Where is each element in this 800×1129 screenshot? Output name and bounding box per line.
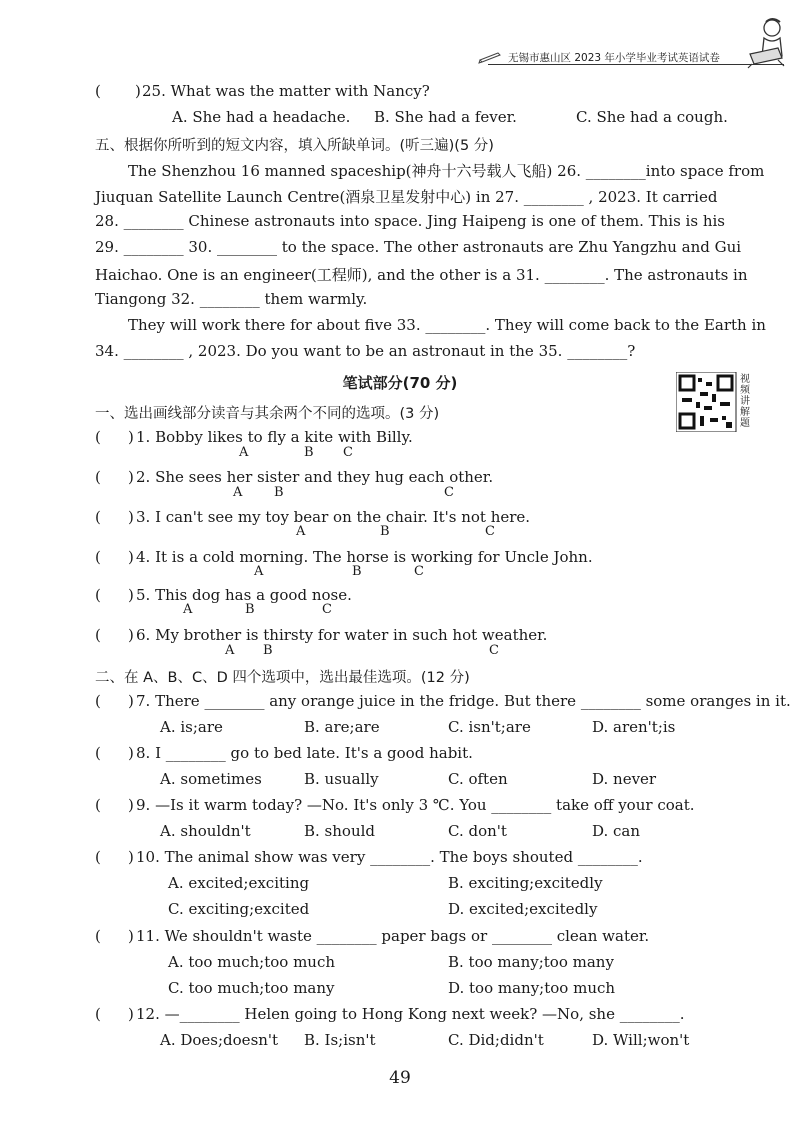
q11-text: 11. We shouldn't waste ________ paper bags or ________ clean water. bbox=[136, 927, 650, 945]
q25-question: 25. What was the matter with Nancy? bbox=[142, 82, 430, 100]
q1-open-paren: ( bbox=[95, 428, 101, 446]
q10-option-d: D. excited;excitedly bbox=[448, 900, 598, 918]
q12-close-paren: ) bbox=[128, 1005, 134, 1023]
q2-text: 2. She sees her sister and they hug each other. bbox=[136, 468, 494, 486]
q11-option-a: A. too much;too much bbox=[168, 953, 336, 971]
q3-letter-c: C bbox=[485, 524, 495, 539]
q6-open-paren: ( bbox=[95, 626, 101, 644]
q5-letter-b: B bbox=[245, 602, 255, 617]
q5-letter-c: C bbox=[322, 602, 332, 617]
passage-line-4: 29. ________ 30. ________ to the space. The other astronauts are Zhu Yangzhu and Gui bbox=[95, 238, 742, 256]
q4-letter-a: A bbox=[254, 564, 264, 579]
q1-text: 1. Bobby likes to fly a kite with Billy. bbox=[136, 428, 413, 446]
q4-letter-c: C bbox=[414, 564, 424, 579]
header-divider bbox=[488, 64, 784, 65]
q7-close-paren: ) bbox=[128, 692, 134, 710]
q10-option-c: C. exciting;excited bbox=[168, 900, 310, 918]
section2-title: 二、在 A、B、C、D 四个选项中，选出最佳选项。(12 分) bbox=[95, 670, 470, 686]
q6-text: 6. My brother is thirsty for water in such hot weather. bbox=[136, 626, 548, 644]
q3-open-paren: ( bbox=[95, 508, 101, 526]
q1-letter-b: B bbox=[304, 445, 314, 460]
passage-line-3: 28. ________ Chinese astronauts into space. Jing Haipeng is one of them. This is his bbox=[95, 212, 725, 230]
q9-text: 9. —Is it warm today? —No. It's only 3 ℃. You ________ take off your coat. bbox=[136, 796, 695, 814]
q2-close-paren: ) bbox=[128, 468, 134, 486]
passage-line-2: Jiuquan Satellite Launch Centre(酒泉卫星发射中心) in 27. ________ , 2023. It carried bbox=[95, 188, 718, 206]
q2-letter-a: A bbox=[233, 485, 243, 500]
q3-letter-a: A bbox=[296, 524, 306, 539]
header-title: 无锡市惠山区 2023 年小学毕业考试英语试卷 bbox=[508, 52, 720, 64]
q2-letter-b: B bbox=[274, 485, 284, 500]
pen-icon bbox=[478, 50, 502, 64]
q6-close-paren: ) bbox=[128, 626, 134, 644]
passage-line-7: They will work there for about five 33. ________. They will come back to the Earth in bbox=[128, 316, 766, 334]
q4-close-paren: ) bbox=[128, 548, 134, 566]
qr-code[interactable] bbox=[676, 372, 756, 432]
q10-open-paren: ( bbox=[95, 848, 101, 866]
q8-option-a: A. sometimes bbox=[160, 770, 262, 788]
q4-letter-b: B bbox=[352, 564, 362, 579]
q7-option-b: B. are;are bbox=[304, 718, 380, 736]
passage-line-1: The Shenzhou 16 manned spaceship(神舟十六号载人飞船) 26. ________into space from bbox=[128, 162, 765, 180]
q7-option-a: A. is;are bbox=[160, 718, 223, 736]
q2-open-paren: ( bbox=[95, 468, 101, 486]
q11-option-b: B. too many;too many bbox=[448, 953, 614, 971]
q3-letter-b: B bbox=[380, 524, 390, 539]
page-number: 49 bbox=[389, 1068, 411, 1088]
q9-option-d: D. can bbox=[592, 822, 641, 840]
q6-letter-a: A bbox=[225, 643, 235, 658]
q25-option-c: C. She had a cough. bbox=[576, 108, 728, 126]
q5-close-paren: ) bbox=[128, 586, 134, 604]
section1-title: 一、选出画线部分读音与其余两个不同的选项。(3 分) bbox=[95, 406, 440, 422]
q9-close-paren: ) bbox=[128, 796, 134, 814]
q7-open-paren: ( bbox=[95, 692, 101, 710]
q11-option-d: D. too many;too much bbox=[448, 979, 616, 997]
q8-text: 8. I ________ go to bed late. It's a good habit. bbox=[136, 744, 473, 762]
q5-open-paren: ( bbox=[95, 586, 101, 604]
q4-open-paren: ( bbox=[95, 548, 101, 566]
q12-open-paren: ( bbox=[95, 1005, 101, 1023]
q7-option-d: D. aren't;is bbox=[592, 718, 676, 736]
q7-text: 7. There ________ any orange juice in the fridge. But there ________ some oranges in it. bbox=[136, 692, 791, 710]
q10-text: 10. The animal show was very ________. The boys shouted ________. bbox=[136, 848, 643, 866]
q9-open-paren: ( bbox=[95, 796, 101, 814]
q5-letter-a: A bbox=[183, 602, 193, 617]
q11-open-paren: ( bbox=[95, 927, 101, 945]
q12-option-a: A. Does;doesn't bbox=[160, 1031, 279, 1049]
q5-text: 5. This dog has a good nose. bbox=[136, 586, 352, 604]
q25-option-b: B. She had a fever. bbox=[374, 108, 517, 126]
q7-option-c: C. isn't;are bbox=[448, 718, 531, 736]
q10-close-paren: ) bbox=[128, 848, 134, 866]
q12-option-c: C. Did;didn't bbox=[448, 1031, 544, 1049]
q8-option-c: C. often bbox=[448, 770, 508, 788]
q10-option-a: A. excited;exciting bbox=[168, 874, 310, 892]
q2-letter-c: C bbox=[444, 485, 454, 500]
qr-label: 视频讲解题 bbox=[740, 374, 750, 429]
section5-title: 五、根据你所听到的短文内容，填入所缺单词。(听三遍)(5 分) bbox=[95, 138, 494, 154]
passage-line-8: 34. ________ , 2023. Do you want to be an astronaut in the 35. ________? bbox=[95, 342, 636, 360]
q1-letter-c: C bbox=[343, 445, 353, 460]
q6-letter-c: C bbox=[489, 643, 499, 658]
q25-open-paren: ( bbox=[95, 82, 101, 100]
q12-option-b: B. Is;isn't bbox=[304, 1031, 376, 1049]
passage-line-5: Haichao. One is an engineer(工程师), and the other is a 31. ________. The astronauts in bbox=[95, 266, 748, 284]
q11-close-paren: ) bbox=[128, 927, 134, 945]
q9-option-b: B. should bbox=[304, 822, 376, 840]
student-illustration-icon bbox=[742, 14, 792, 70]
q11-option-c: C. too much;too many bbox=[168, 979, 335, 997]
q8-open-paren: ( bbox=[95, 744, 101, 762]
q3-text: 3. I can't see my toy bear on the chair. It's not here. bbox=[136, 508, 531, 526]
q6-letter-b: B bbox=[263, 643, 273, 658]
written-part-title: 笔试部分(70 分) bbox=[342, 374, 458, 392]
q12-option-d: D. Will;won't bbox=[592, 1031, 690, 1049]
q3-close-paren: ) bbox=[128, 508, 134, 526]
q10-option-b: B. exciting;excitedly bbox=[448, 874, 603, 892]
q9-option-a: A. shouldn't bbox=[160, 822, 251, 840]
q8-option-b: B. usually bbox=[304, 770, 379, 788]
qr-code-icon bbox=[676, 372, 740, 432]
q25-option-a: A. She had a headache. bbox=[172, 108, 351, 126]
q25-close-paren: ) bbox=[135, 82, 141, 100]
q8-close-paren: ) bbox=[128, 744, 134, 762]
passage-line-6: Tiangong 32. ________ them warmly. bbox=[95, 290, 368, 308]
q1-letter-a: A bbox=[239, 445, 249, 460]
q4-text: 4. It is a cold morning. The horse is working for Uncle John. bbox=[136, 548, 593, 566]
q8-option-d: D. never bbox=[592, 770, 657, 788]
q1-close-paren: ) bbox=[128, 428, 134, 446]
q12-text: 12. —________ Helen going to Hong Kong next week? —No, she ________. bbox=[136, 1005, 685, 1023]
q9-option-c: C. don't bbox=[448, 822, 507, 840]
